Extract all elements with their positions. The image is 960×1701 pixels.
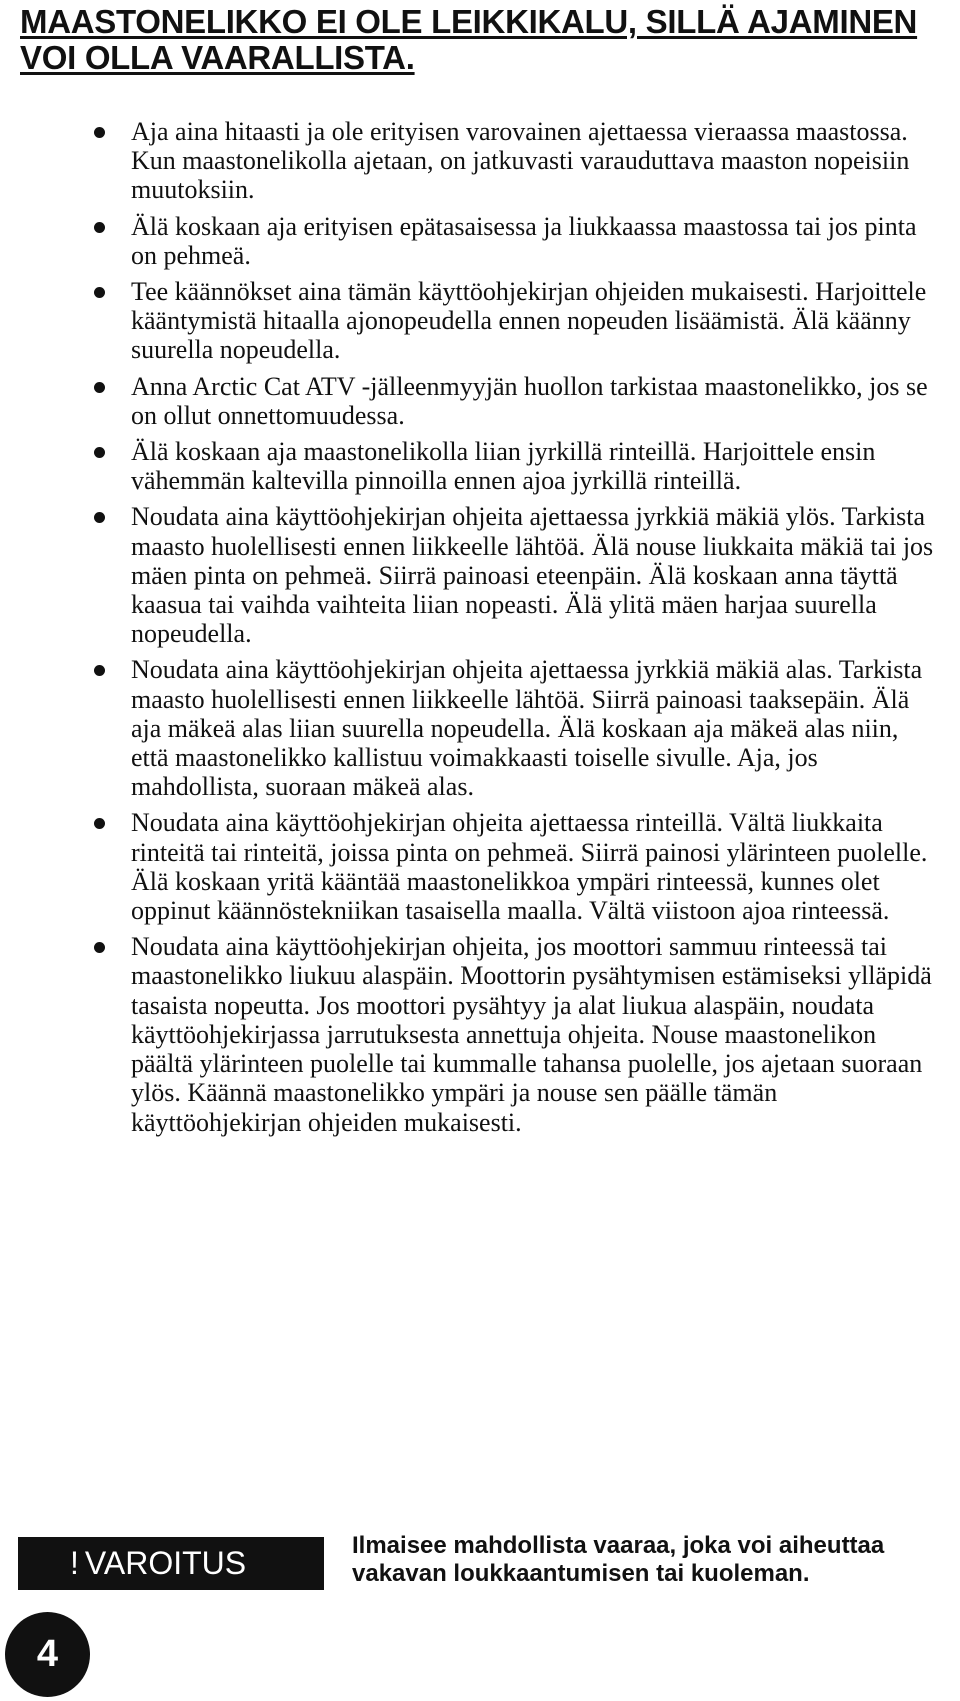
bullet-text: Noudata aina käyttöohjekirjan ohjeita ajettaessa rinteillä. Vältä liukkaita rinteitä tai rinteitä, joissa pinta on pehmeä. Siirrä painosi ylärinteen puolelle. Älä koskaan yritä kääntää maastonelikkoa ympäri rinteessä, kunnes olet oppinut käännöstekniikan tasaisella maalla. Vältä viistoon ajoa rinteessä. xyxy=(131,808,928,926)
bullet-dot-icon xyxy=(94,665,105,676)
bullet-dot-icon xyxy=(94,942,105,953)
warning-icon: ! xyxy=(70,1545,79,1581)
page-number: 4 xyxy=(36,1633,59,1675)
list-item xyxy=(0,655,960,801)
list-item xyxy=(0,932,960,1136)
list-item xyxy=(0,212,960,270)
list-item xyxy=(0,117,960,205)
list-item xyxy=(0,502,960,648)
list-item xyxy=(0,277,960,365)
list-item xyxy=(0,808,960,925)
warning-description: Ilmaisee mahdollista vaaraa, joka voi aiheuttaa vakavan loukkaantumisen tai kuoleman. xyxy=(352,1532,885,1587)
bullet-dot-icon xyxy=(94,447,105,458)
page-number-badge xyxy=(5,1612,90,1697)
warning-badge xyxy=(18,1537,324,1590)
bullet-text: Anna Arctic Cat ATV -jälleenmyyjän huollon tarkistaa maastonelikko, jos se on ollut onnettomuudessa. xyxy=(131,371,928,430)
bullet-text: Älä koskaan aja erityisen epätasaisessa ja liukkaassa maastossa tai jos pinta on pehmeä. xyxy=(131,211,917,270)
bullet-dot-icon xyxy=(94,382,105,393)
safety-bullet-list xyxy=(0,117,960,1144)
bullet-text: Noudata aina käyttöohjekirjan ohjeita ajettaessa jyrkkiä mäkiä ylös. Tarkista maasto huolellisesti ennen liikkeelle lähtöä. Älä nouse liukkaita mäkiä tai jos mäen pinta on pehmeä. Siirrä painoasi eteenpäin. Älä koskaan anna täyttä kaasua tai vaihda vaihteita liian nopeasti. Älä ylitä mäen harjaa suurella nopeudella. xyxy=(131,502,934,649)
bullet-text: Noudata aina käyttöohjekirjan ohjeita, jos moottori sammuu rinteessä tai maastonelikko liukuu alaspäin. Moottorin pysähtymisen estämiseksi ylläpidä tasaista nopeutta. Jos moottori pysähtyy ja alat liukua alaspäin, noudata käyttöohjekirjassa jarrutuksesta annettuja ohjeita. Nouse maastonelikon päältä ylärinteen puolelle tai kummalle tahansa puolelle, jos ajetaan suoraan ylös. Käännä maastonelikko ympäri ja nouse sen päälle tämän käyttöohjekirjan ohjeiden mukaisesti. xyxy=(131,932,932,1137)
page-title: MAASTONELIKKO EI OLE LEIKKIKALU, SILLÄ AJAMINEN VOI OLLA VAARALLISTA. xyxy=(20,3,918,76)
bullet-text: Aja aina hitaasti ja ole erityisen varovainen ajettaessa vieraassa maastossa. Kun maastonelikolla ajetaan, on jatkuvasti varauduttava maaston nopeisiin muutoksiin. xyxy=(131,117,910,205)
bullet-dot-icon xyxy=(94,818,105,829)
list-item xyxy=(0,372,960,430)
bullet-dot-icon xyxy=(94,127,105,138)
bullet-text: Noudata aina käyttöohjekirjan ohjeita ajettaessa jyrkkiä mäkiä alas. Tarkista maasto huolellisesti ennen liikkeelle lähtöä. Siirrä painoasi taaksepäin. Älä aja mäkeä alas liian suurella nopeudella. Älä koskaan aja mäkeä alas niin, että maastonelikko kallistuu voimakkaasti toiselle sivulle. Aja, jos mahdollista, suoraan mäkeä alas. xyxy=(131,655,923,802)
bullet-dot-icon xyxy=(94,287,105,298)
bullet-text: Tee käännökset aina tämän käyttöohjekirjan ohjeiden mukaisesti. Harjoittele kääntymistä hitaalla ajonopeudella ennen nopeuden lisäämistä. Älä käänny suurella nopeudella. xyxy=(131,277,927,365)
bullet-text: Älä koskaan aja maastonelikolla liian jyrkillä rinteillä. Harjoittele ensin vähemmän kaltevilla pinnoilla ennen ajoa jyrkillä rinteillä. xyxy=(131,437,876,496)
list-item xyxy=(0,437,960,495)
warning-label: VAROITUS xyxy=(84,1545,247,1581)
bullet-dot-icon xyxy=(94,222,105,233)
bullet-dot-icon xyxy=(94,512,105,523)
